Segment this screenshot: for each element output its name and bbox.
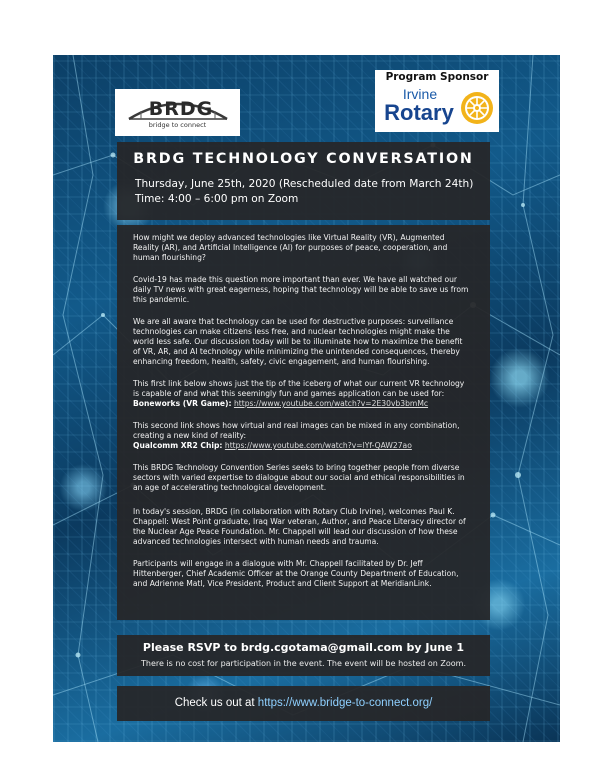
text-line: this pandemic. <box>133 295 190 304</box>
brdg-logo-name: BRDG <box>148 98 214 120</box>
paragraph-series <box>133 463 488 493</box>
text-line: creating a new kind of reality: <box>133 431 247 440</box>
brdg-logo <box>115 89 240 136</box>
boneworks-video-link[interactable]: https://www.youtube.com/watch?v=2E30vb3bmMc <box>233 399 429 408</box>
rsvp-text: Please RSVP to brdg.cgotama@gmail.com by June 1 <box>142 641 465 654</box>
text-line: world less safe. Our discussion today will be to illuminate how to maximize the benefit <box>133 337 463 346</box>
rotary-wheel-icon <box>459 90 495 126</box>
event-time: Time: 4:00 – 6:00 pm on Zoom <box>135 193 299 205</box>
paragraph-covid <box>133 275 488 305</box>
brdg-logo-tagline: bridge to connect <box>148 121 207 129</box>
text-line: advanced technologies intersect with human needs and trauma. <box>133 537 379 546</box>
rsvp-panel <box>117 635 490 676</box>
text-line: This first link below shows just the tip of the iceberg of what our current VR technology <box>133 379 465 388</box>
sponsor-logo <box>375 70 499 132</box>
text-line: This BRDG Technology Convention Series seeks to bring together people from diverse <box>133 463 460 472</box>
sponsor-org-line2: Rotary <box>384 100 454 125</box>
paragraph-first-link <box>133 379 488 409</box>
text-line: daily TV news with great eagerness, hoping that technology will be able to save us from <box>133 285 469 294</box>
website-link[interactable]: https://www.bridge-to-connect.org/ <box>257 697 433 709</box>
rsvp-note: There is no cost for participation in the event. The event will be hosted on Zoom. <box>140 659 467 668</box>
website-line <box>117 696 490 710</box>
paragraph-speaker <box>133 507 488 547</box>
website-panel <box>117 686 490 721</box>
text-line: is capable of and what this seemingly fun and games application can be used for: <box>133 389 445 398</box>
paragraph-risks <box>133 317 488 367</box>
event-title: BRDG TECHNOLOGY CONVERSATION <box>133 151 474 167</box>
text-line: Covid-19 has made this question more important than ever. We have all watched our <box>133 275 458 284</box>
boneworks-link-row <box>133 399 488 409</box>
text-line: How might we deploy advanced technologies like Virtual Reality (VR), Augmented <box>133 233 445 242</box>
text-line: We are all aware that technology can be used for destructive purposes: surveillance <box>133 317 454 326</box>
text-line: Chappell: West Point graduate, Iraq War veteran, Author, and Peace Literacy director of <box>133 517 466 526</box>
event-description-panel <box>117 225 490 620</box>
paragraph-second-link <box>133 421 488 451</box>
text-line: of VR, AR, and AI technology while minimizing the unintended consequences, thereby <box>133 347 460 356</box>
event-header-panel <box>117 142 490 220</box>
text-line: the Nuclear Age Peace Foundation. Mr. Chappell will lead our discussion of how these <box>133 527 458 536</box>
program-sponsor-label: Program Sponsor <box>385 71 489 83</box>
qualcomm-video-link[interactable]: https://www.youtube.com/watch?v=lYf-QAW27ao <box>224 441 412 450</box>
event-date: Thursday, June 25th, 2020 (Rescheduled date from March 24th) <box>135 178 474 190</box>
event-flyer <box>53 55 560 742</box>
text-line: sectors with varied expertise to dialogue about our social and ethical responsibilities in <box>133 473 465 482</box>
text-line: Participants will engage in a dialogue with Mr. Chappell facilitated by Dr. Jeff <box>133 559 423 568</box>
paragraph-participants <box>133 559 488 589</box>
text-line: Reality (AR), and Artificial Intelligence (AI) for purposes of peace, cooperation, and <box>133 243 448 252</box>
sponsor-org-line1: Irvine <box>402 86 438 102</box>
qualcomm-link-row <box>133 441 488 451</box>
text-line: In today's session, BRDG (in collaboration with Rotary Club Irvine), welcomes Paul K. <box>133 507 455 516</box>
qualcomm-label: Qualcomm XR2 Chip: <box>133 441 223 450</box>
paragraph-intro <box>133 233 488 263</box>
text-line: an age of accelerating technological development. <box>133 483 327 492</box>
text-line: and Adrienne Matl, Vice President, Product and Client Support at MeridianLink. <box>133 579 432 588</box>
website-prefix: Check us out at <box>174 697 258 709</box>
text-line: enhancing freedom, health, safety, civic engagement, and human flourishing. <box>133 357 430 366</box>
text-line: human flourishing? <box>133 253 206 262</box>
text-line: Hittenberger, Chief Academic Officer at the Orange County Department of Education, <box>133 569 459 578</box>
text-line: technologies can make citizens less free, and nuclear technologies might make the <box>133 327 450 336</box>
text-line: This second link shows how virtual and real images can be mixed in any combination, <box>133 421 460 430</box>
boneworks-label: Boneworks (VR Game): <box>133 399 232 408</box>
